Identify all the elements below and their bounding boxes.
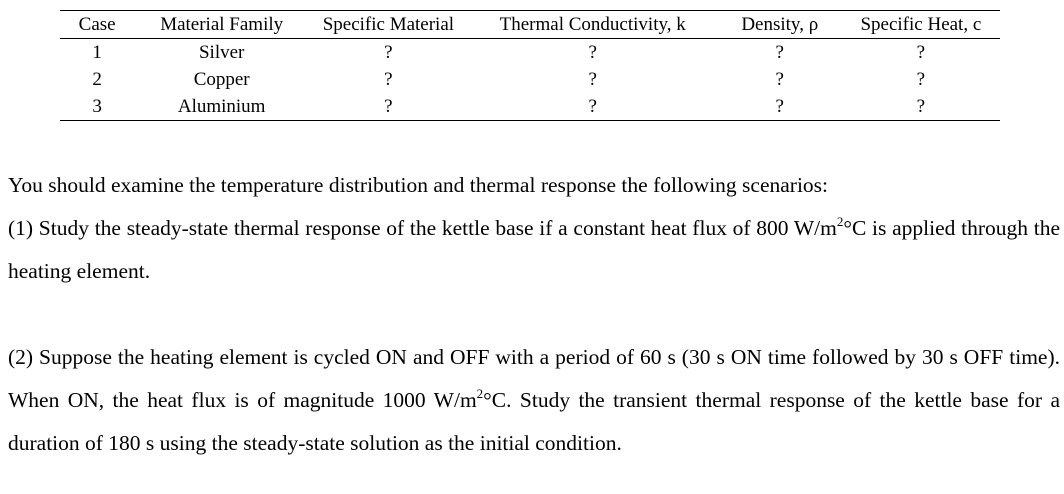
cell-specific-heat: ? bbox=[916, 69, 926, 90]
cell-material-family: Aluminium bbox=[134, 93, 309, 121]
material-properties-table bbox=[60, 10, 1000, 121]
cell-specific-heat: ? bbox=[916, 42, 926, 63]
instructions-text bbox=[8, 164, 1060, 465]
header-thermal-conductivity: Thermal Conductivity, k bbox=[468, 11, 718, 39]
cell-material-family: Silver bbox=[198, 42, 245, 63]
paragraph-spacer bbox=[8, 293, 1060, 336]
intro-paragraph: You should examine the temperature distribution and thermal response the following scenarios: bbox=[8, 173, 829, 197]
scenario-1-text-end: °C is applied through the heating element. bbox=[8, 216, 1060, 283]
table-header-row bbox=[60, 11, 1000, 39]
cell-density: ? bbox=[718, 93, 842, 121]
cell-specific-material: ? bbox=[384, 69, 393, 90]
scenario-2-paragraph bbox=[8, 336, 1060, 465]
cell-case: 3 bbox=[60, 93, 134, 121]
cell-thermal-conductivity: ? bbox=[468, 93, 718, 121]
scenario-2-text-end: °C. Study the transient thermal response of the kettle base for a duration of 180 s using the steady-state solution as the initial condition. bbox=[8, 388, 1060, 455]
cell-material-family: Copper bbox=[193, 69, 250, 90]
cell-case: 2 bbox=[92, 69, 102, 90]
cell-case: 1 bbox=[92, 42, 102, 63]
scenario-2-text: (2) Suppose the heating element is cycled ON and OFF with a period of 60 s (30 s ON time followed by 30 s OFF time). When ON, the heat flux is of magnitude 1000 W/m bbox=[8, 345, 1060, 412]
scenario-2-superscript: 2 bbox=[476, 386, 484, 401]
cell-specific-material: ? bbox=[309, 93, 468, 121]
cell-specific-heat: ? bbox=[842, 93, 1000, 121]
cell-density: ? bbox=[775, 42, 784, 63]
cell-thermal-conductivity: ? bbox=[588, 42, 597, 63]
scenario-1-paragraph bbox=[8, 207, 1060, 293]
table-row bbox=[60, 39, 1000, 67]
scenario-1-superscript: 2 bbox=[836, 214, 844, 229]
header-density: Density, ρ bbox=[718, 11, 842, 39]
header-case: Case bbox=[60, 11, 134, 39]
table-row bbox=[60, 66, 1000, 93]
header-specific-heat: Specific Heat, c bbox=[842, 11, 1000, 39]
scenario-1-text: (1) Study the steady-state thermal response of the kettle base if a constant heat flux of 800 W/m bbox=[8, 216, 837, 240]
header-material-family: Material Family bbox=[134, 11, 309, 39]
table-row bbox=[60, 93, 1000, 121]
cell-specific-material: ? bbox=[384, 42, 393, 63]
cell-density: ? bbox=[775, 69, 784, 90]
cell-thermal-conductivity: ? bbox=[588, 69, 597, 90]
header-specific-material: Specific Material bbox=[309, 11, 468, 39]
